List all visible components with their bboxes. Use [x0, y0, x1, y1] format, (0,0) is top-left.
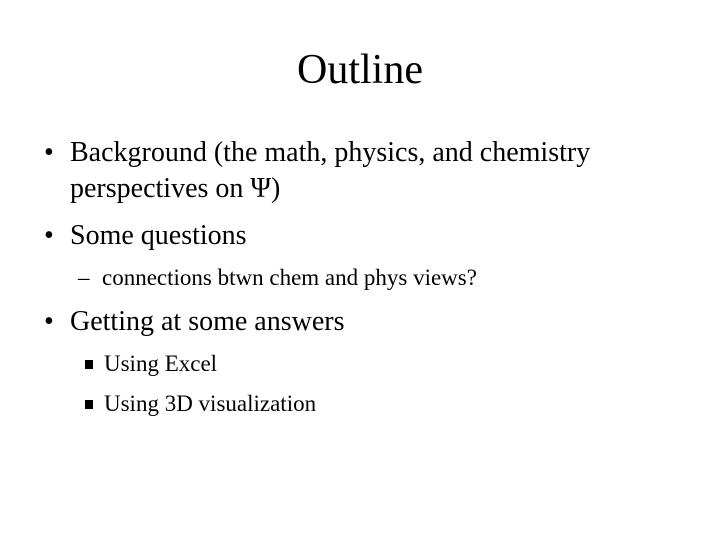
bullet-text: Some questions — [70, 220, 247, 251]
bullet-marker: • — [44, 220, 54, 251]
dash-marker: – — [78, 265, 90, 290]
bullet-text-line1: Background (the math, physics, and chemistry — [70, 137, 591, 168]
sub-bullet-item-excel — [0, 350, 720, 380]
slide-title: Outline — [297, 47, 423, 93]
sub-bullet-text: Using Excel — [104, 351, 218, 376]
bullet-item-background — [0, 137, 720, 209]
bullet-item-answers — [0, 306, 720, 340]
bullet-item-questions — [0, 220, 720, 254]
square-bullet-icon — [85, 360, 93, 369]
square-bullet-icon — [85, 400, 93, 409]
sub-bullet-text: Using 3D visualization — [104, 391, 317, 416]
bullet-text: Getting at some answers — [70, 306, 345, 337]
sub-bullet-item-3d-visualization — [0, 390, 720, 420]
sub-bullet-text: connections btwn chem and phys views? — [102, 265, 477, 290]
bullet-marker: • — [44, 137, 54, 168]
sub-bullet-item-connections — [0, 264, 720, 294]
bullet-text-line2: perspectives on Ψ) — [70, 173, 281, 204]
bullet-marker: • — [44, 306, 54, 337]
